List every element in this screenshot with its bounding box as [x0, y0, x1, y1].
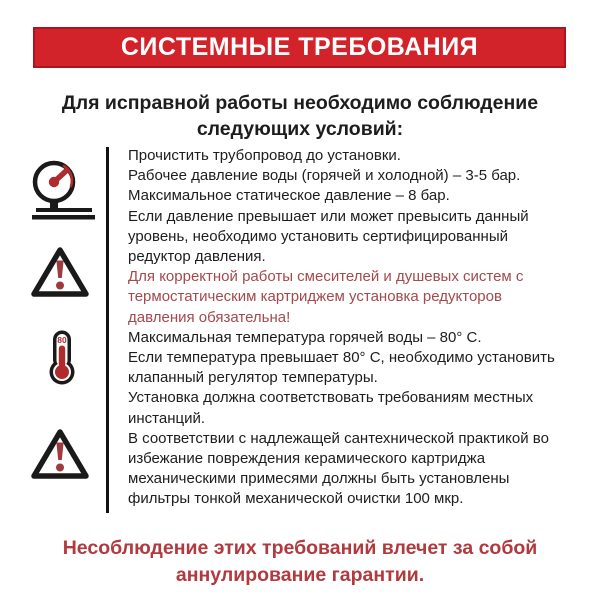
requirement-text: Рабочее давление воды (горячей и холодной) – 3-5 бар. — [128, 167, 521, 185]
requirement-text-warning: Для корректной работы смесителей и душевых систем с термостатическим картриджем установка редукторов давления обязательна! — [128, 268, 524, 326]
warning-triangle-icon — [29, 427, 91, 488]
warranty-warning-text: Несоблюдение этих требований влечет за собой аннулирование гарантии. — [62, 537, 538, 586]
requirement-text: Максимальная температура горячей воды – 80° C. — [128, 328, 482, 346]
thermometer-icon — [48, 330, 76, 385]
warning-triangle-icon — [29, 245, 91, 306]
warning-triangle-icon — [29, 427, 91, 483]
thermometer-icon — [48, 330, 76, 390]
warning-triangle-icon — [29, 245, 91, 301]
pressure-gauge-icon — [31, 159, 97, 226]
requirement-text: Прочистить трубопровод до установки. — [128, 147, 401, 164]
pressure-gauge-icon — [31, 159, 97, 221]
header-banner — [33, 27, 566, 68]
requirement-text: Если давление превышает или может превысить данный уровень, необходимо установить сертифицированный редуктор давления. — [128, 207, 529, 266]
requirement-text: Если температура превышает 80° C, необходимо установить клапанный регулятор температуры. — [128, 349, 555, 387]
requirement-text: Максимальное статическое давление – 8 бар. — [128, 187, 450, 205]
divider-line — [106, 147, 109, 513]
requirements-list — [128, 146, 562, 510]
thermometer-label: 80 — [57, 335, 67, 345]
intro-text: Для исправной работы необходимо соблюдение следующих условий: — [61, 92, 539, 140]
page-title: СИСТЕМНЫЕ ТРЕБОВАНИЯ — [120, 33, 479, 61]
requirement-text: Установка должна соответствовать требованиям местных инстанций. — [128, 389, 534, 427]
requirement-text: В соответствии с надлежащей сантехнической практикой во избежание повреждения керамического картриджа механическими примесями должны быть установлены фильтры тонкой механической очистки 100 мкр. — [128, 429, 549, 508]
